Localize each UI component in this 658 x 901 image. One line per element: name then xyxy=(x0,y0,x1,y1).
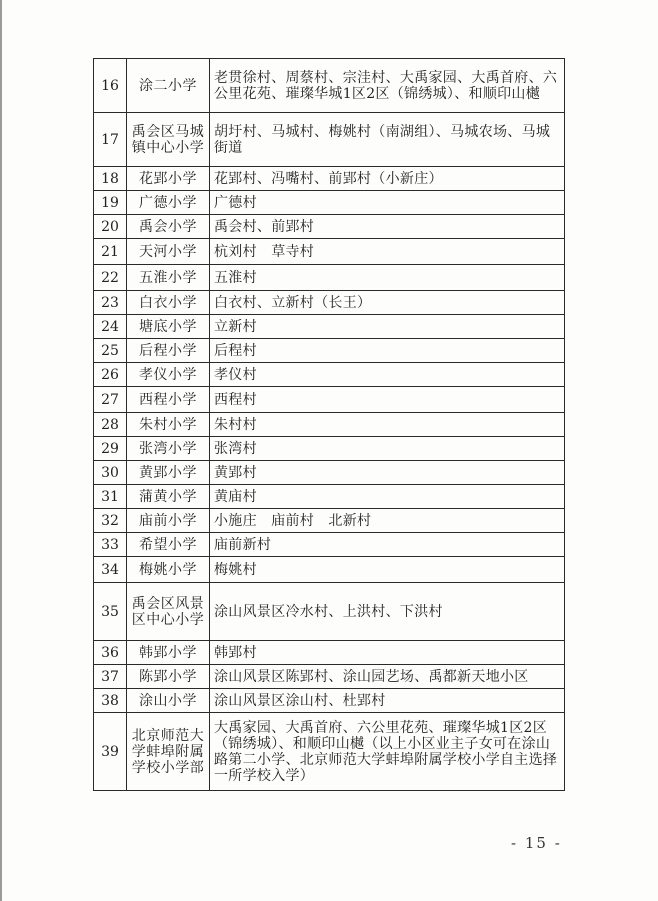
table-row xyxy=(94,315,565,339)
row-number: 28 xyxy=(94,413,127,437)
table-row xyxy=(94,485,565,509)
page-left-edge xyxy=(0,0,2,901)
row-number: 33 xyxy=(94,533,127,557)
school-name: 塘底小学 xyxy=(127,315,210,339)
row-number: 37 xyxy=(94,665,127,689)
table-row xyxy=(94,689,565,713)
row-number: 16 xyxy=(94,59,127,113)
school-name: 五淮小学 xyxy=(127,265,210,291)
school-name: 黄郢小学 xyxy=(127,461,210,485)
enrollment-area: 花郢村、冯嘴村、前郢村（小新庄） xyxy=(210,167,565,191)
row-number: 31 xyxy=(94,485,127,509)
school-district-table xyxy=(93,58,565,791)
table-row xyxy=(94,583,565,641)
row-number: 29 xyxy=(94,437,127,461)
school-name: 广德小学 xyxy=(127,191,210,215)
table-row xyxy=(94,387,565,413)
school-name: 禹会区风景区中心小学 xyxy=(127,583,210,641)
enrollment-area: 西程村 xyxy=(210,387,565,413)
table-row xyxy=(94,641,565,665)
table-row xyxy=(94,215,565,239)
table-row xyxy=(94,557,565,583)
table-body xyxy=(94,59,565,791)
enrollment-area: 杭刘村 草寺村 xyxy=(210,239,565,265)
school-name: 涂二小学 xyxy=(127,59,210,113)
school-name: 张湾小学 xyxy=(127,437,210,461)
table-row xyxy=(94,461,565,485)
enrollment-area: 涂山风景区涂山村、杜郢村 xyxy=(210,689,565,713)
school-name: 西程小学 xyxy=(127,387,210,413)
enrollment-area: 广德村 xyxy=(210,191,565,215)
row-number: 21 xyxy=(94,239,127,265)
table-row xyxy=(94,713,565,791)
enrollment-area: 后程村 xyxy=(210,339,565,363)
table-row xyxy=(94,533,565,557)
page-number: - 15 - xyxy=(511,834,562,852)
table-row xyxy=(94,291,565,315)
enrollment-area: 孝仪村 xyxy=(210,363,565,387)
enrollment-area: 白衣村、立新村（长王） xyxy=(210,291,565,315)
row-number: 20 xyxy=(94,215,127,239)
enrollment-area: 胡圩村、马城村、梅姚村（南湖组）、马城农场、马城街道 xyxy=(210,113,565,167)
row-number: 35 xyxy=(94,583,127,641)
school-name: 涂山小学 xyxy=(127,689,210,713)
school-name: 希望小学 xyxy=(127,533,210,557)
school-name: 禹会区马城镇中心小学 xyxy=(127,113,210,167)
school-name: 庙前小学 xyxy=(127,509,210,533)
school-name: 后程小学 xyxy=(127,339,210,363)
school-name: 韩郢小学 xyxy=(127,641,210,665)
table-row xyxy=(94,363,565,387)
enrollment-area: 庙前新村 xyxy=(210,533,565,557)
table-row xyxy=(94,265,565,291)
school-name: 蒲黄小学 xyxy=(127,485,210,509)
school-name: 花郢小学 xyxy=(127,167,210,191)
enrollment-area: 张湾村 xyxy=(210,437,565,461)
enrollment-area: 禹会村、前郢村 xyxy=(210,215,565,239)
school-name: 孝仪小学 xyxy=(127,363,210,387)
row-number: 26 xyxy=(94,363,127,387)
enrollment-area: 韩郢村 xyxy=(210,641,565,665)
enrollment-area: 大禹家园、大禹首府、六公里花苑、璀璨华城1区2区（锦绣城）、和顺印山樾（以上小区业主子女可在涂山路第二小学、北京师范大学蚌埠附属学校小学自主选择一所学校入学） xyxy=(210,713,565,791)
enrollment-area: 涂山风景区冷水村、上洪村、下洪村 xyxy=(210,583,565,641)
row-number: 17 xyxy=(94,113,127,167)
row-number: 38 xyxy=(94,689,127,713)
table-row xyxy=(94,191,565,215)
school-name: 梅姚小学 xyxy=(127,557,210,583)
table-row xyxy=(94,167,565,191)
school-name: 北京师范大学蚌埠附属学校小学部 xyxy=(127,713,210,791)
enrollment-area: 涂山风景区陈郢村、涂山园艺场、禹都新天地小区 xyxy=(210,665,565,689)
enrollment-area: 立新村 xyxy=(210,315,565,339)
row-number: 27 xyxy=(94,387,127,413)
table-row xyxy=(94,413,565,437)
table-row xyxy=(94,509,565,533)
row-number: 18 xyxy=(94,167,127,191)
row-number: 39 xyxy=(94,713,127,791)
enrollment-area: 黄郢村 xyxy=(210,461,565,485)
row-number: 19 xyxy=(94,191,127,215)
table-row xyxy=(94,339,565,363)
row-number: 30 xyxy=(94,461,127,485)
row-number: 24 xyxy=(94,315,127,339)
table-row xyxy=(94,665,565,689)
row-number: 32 xyxy=(94,509,127,533)
row-number: 22 xyxy=(94,265,127,291)
enrollment-area: 小施庄 庙前村 北新村 xyxy=(210,509,565,533)
enrollment-area: 五淮村 xyxy=(210,265,565,291)
table-row xyxy=(94,59,565,113)
school-name: 白衣小学 xyxy=(127,291,210,315)
table-row xyxy=(94,437,565,461)
enrollment-area: 朱村村 xyxy=(210,413,565,437)
school-name: 陈郢小学 xyxy=(127,665,210,689)
table-row xyxy=(94,239,565,265)
school-name: 朱村小学 xyxy=(127,413,210,437)
row-number: 36 xyxy=(94,641,127,665)
row-number: 23 xyxy=(94,291,127,315)
enrollment-area: 梅姚村 xyxy=(210,557,565,583)
table-row xyxy=(94,113,565,167)
row-number: 25 xyxy=(94,339,127,363)
school-name: 禹会小学 xyxy=(127,215,210,239)
school-name: 天河小学 xyxy=(127,239,210,265)
enrollment-area: 黄庙村 xyxy=(210,485,565,509)
enrollment-area: 老贯徐村、周蔡村、宗洼村、大禹家园、大禹首府、六公里花苑、璀璨华城1区2区（锦绣城）、和顺印山樾 xyxy=(210,59,565,113)
row-number: 34 xyxy=(94,557,127,583)
